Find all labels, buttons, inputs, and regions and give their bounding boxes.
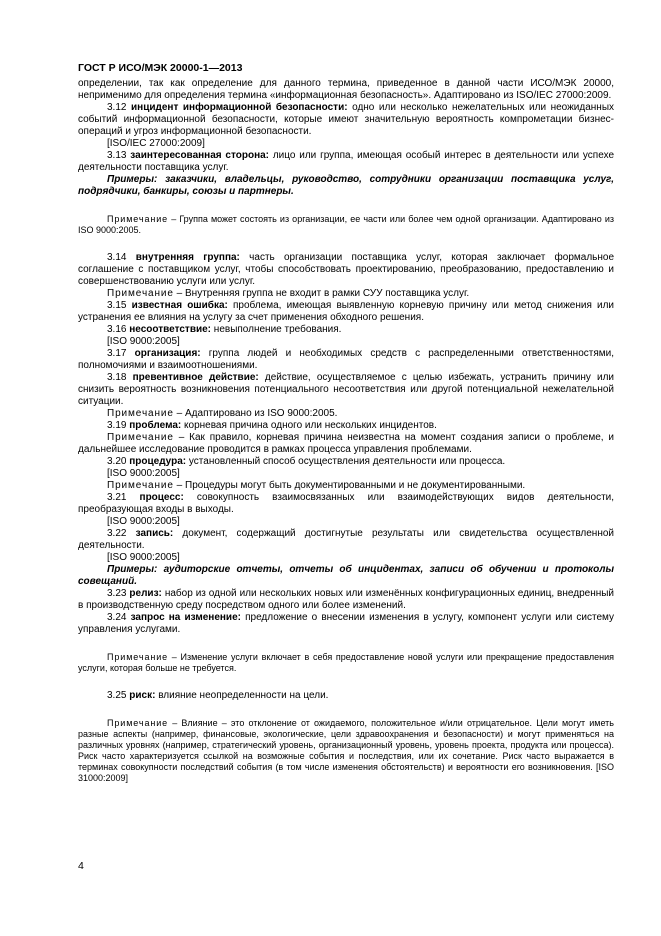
note-label: Примечание [107,288,174,299]
term-title: процесс: [139,492,184,503]
term-3-23 [78,588,614,612]
term-title: релиз: [129,588,162,599]
term-3-20 [78,456,614,468]
term-title: запись: [135,528,174,539]
note-text: – Как правило, корневая причина неизвестна на момент создания записи о проблеме, и дальнейшее исследование проводится в рамках процесса управления проблемами. [78,432,614,455]
term-title: риск: [129,690,156,701]
term-definition: корневая причина одного или нескольких инцидентов. [184,420,437,431]
term-title: организация: [134,348,201,359]
term-3-22 [78,528,614,552]
term-definition: группа людей и необходимых средств с распределенными ответственностями, полномочиями и взаимоотношениями. [78,348,614,371]
note-label: Примечание [107,214,169,224]
term-source: [ISO 9000:2005] [107,336,180,347]
term-3-16 [78,324,614,336]
note-text: – Группа может состоять из организации, ее части или более чем одной организации. Адаптировано из ISO 9000:2005. [78,214,614,235]
term-title: проблема: [129,420,182,431]
term-examples: Примеры: заказчики, владельцы, руководство, сотрудники организации поставщика услуг, подрядчики, банкиры, союзы и партнеры. [78,174,614,197]
term-source: [ISO 31000:2009] [78,762,614,783]
term-note [78,214,614,236]
note-label: Примечание [107,432,174,443]
term-title: инцидент информационной безопасности: [131,102,348,113]
note-label: Примечание [107,718,169,728]
term-3-18 [78,372,614,408]
term-number: 3.18 [107,372,127,383]
term-number: 3.16 [107,324,127,335]
term-title: процедура: [129,456,187,467]
term-3-13 [78,150,614,174]
term-definition: лицо или группа, имеющая особый интерес в деятельности или успехе деятельности поставщика услуг. [78,150,615,173]
note-text: – Влияние – это отклонение от ожидаемого, положительное и/или отрицательное. Цели могут иметь разные аспекты (например, финансовые, экологические, цели здравоохранения и безопасности) и могут применяться на различных уровнях (например, стратегический уровень, организационный уровень, уровень проекта, продукта или процесса). Риск часто характеризуется ссылкой на возможные события и последствия, или их сочетание. Риск часто выражается в терминах совокупности последствий события (в том числе изменения обстоятельств) и вероятности его возникновения. [78,718,614,772]
term-note [78,480,614,492]
term-3-25 [78,690,614,702]
term-definition: предложение о внесении изменения в услугу, компонент услуги или систему управления услугами. [78,612,614,635]
term-definition: действие, осуществляемое с целью избежать, устранить причину или снизить вероятность возникновения потенциального несоответствия или другой потенциальной нежелательной ситуации. [78,372,615,407]
term-number: 3.21 [107,492,127,503]
term-number: 3.15 [107,300,127,311]
note-label: Примечание [107,652,169,662]
note-text: – Процедуры могут быть документированными и не документированными. [176,480,526,491]
term-title: запрос на изменение: [130,612,241,623]
term-3-19 [78,420,614,432]
term-number: 3.13 [107,150,127,161]
term-definition: совокупность взаимосвязанных или взаимодействующих видов деятельности, преобразующая входы в выходы. [78,492,615,515]
term-definition: влияние неопределенности на цели. [158,690,329,701]
term-source: [ISO 9000:2005] [107,552,180,563]
term-examples: Примеры: аудиторские отчеты, отчеты об инцидентах, записи об обучении и протоколы совещаний. [78,564,614,587]
term-3-12 [78,102,614,138]
term-3-15 [78,300,614,324]
document-body [78,78,614,784]
term-3-21 [78,492,614,516]
term-number: 3.20 [107,456,127,467]
term-title: несоответствие: [129,324,212,335]
note-label: Примечание [107,480,174,491]
term-definition: одно или несколько нежелательных или неожиданных событий информационной безопасности, которые имеют значительную вероятность компрометации бизнес-операций и угроз информационной безопасности. [78,102,615,137]
term-title: внутренняя группа: [135,252,240,263]
term-number: 3.14 [107,252,127,263]
term-number: 3.12 [107,102,127,113]
term-note [78,718,614,784]
term-definition: проблема, имеющая выявленную корневую причину или метод снижения или устранения ее влияния на услугу за счет применения обходного решения. [78,300,615,323]
term-number: 3.24 [107,612,127,623]
term-title: заинтересованная сторона: [130,150,270,161]
term-note [78,652,614,674]
term-definition: часть организации поставщика услуг, которая заключает формальное соглашение с поставщиком услуг, чтобы способствовать проектированию, преобразованию, предоставлению и совершенствованию услуги или услуг. [78,252,615,287]
term-source: [ISO/IEC 27000:2009] [107,138,205,149]
term-number: 3.22 [107,528,127,539]
term-number: 3.25 [107,690,127,701]
term-definition: установленный способ осуществления деятельности или процесса. [188,456,506,467]
term-3-14 [78,252,614,288]
term-number: 3.23 [107,588,127,599]
document-header: ГОСТ Р ИСО/МЭК 20000-1—2013 [78,62,243,74]
note-text: – Адаптировано из ISO 9000:2005. [176,408,338,419]
term-definition: набор из одной или нескольких новых или изменённых конфигурационных единиц, внедренный в производственную среду посредством одного или более изменений. [78,588,615,611]
page-number: 4 [78,860,84,872]
term-source: [ISO 9000:2005] [107,516,180,527]
term-definition: невыполнение требования. [213,324,342,335]
note-text: – Внутренняя группа не входит в рамки СУУ поставщика услуг. [176,288,470,299]
term-number: 3.17 [107,348,127,359]
paragraph-continuation: определении, так как определение для данного термина, приведенное в данной части ИСО/МЭК 20000, неприменимо для определения термина «информационная безопасность». Адаптировано из ISO/IEC 27000:2009. [78,78,614,101]
term-definition: документ, содержащий достигнутые результаты или свидетельства осуществленной деятельности. [78,528,614,551]
note-label: Примечание [107,408,174,419]
term-3-24 [78,612,614,636]
note-text: – Изменение услуги включает в себя предоставление новой услуги или прекращение предоставления услуги, которая больше не требуется. [78,652,614,673]
term-note [78,432,614,456]
term-3-17 [78,348,614,372]
term-title: превентивное действие: [132,372,259,383]
term-number: 3.19 [107,420,127,431]
term-title: известная ошибка: [131,300,228,311]
term-note [78,288,614,300]
term-note [78,408,614,420]
term-source: [ISO 9000:2005] [107,468,180,479]
